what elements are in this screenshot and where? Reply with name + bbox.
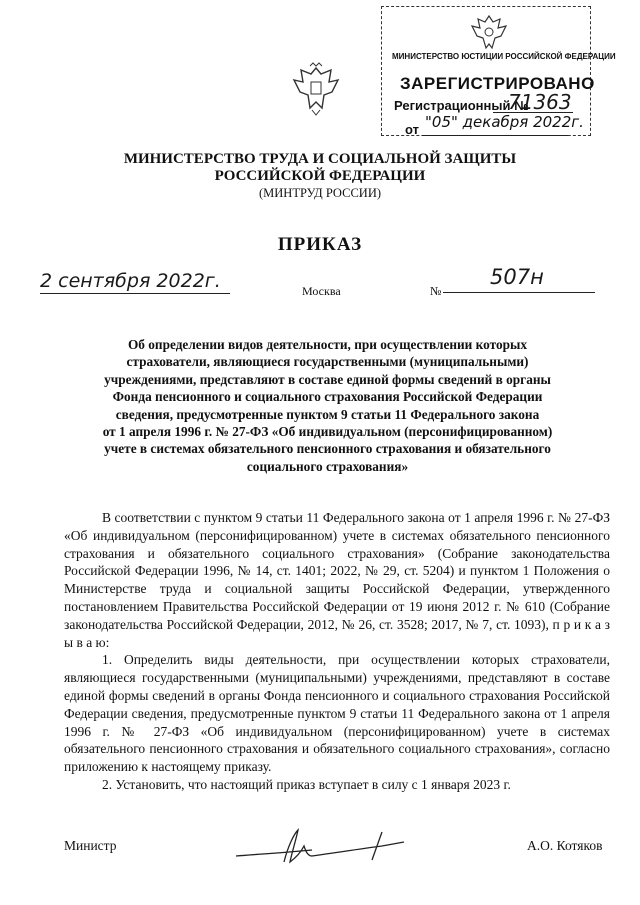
- stamp-number-label: Регистрационный №: [394, 98, 529, 113]
- stamp-ministry-name: МИНИСТЕРСТВО ЮСТИЦИИ РОССИЙСКОЙ ФЕДЕРАЦИИ: [392, 52, 616, 61]
- order-subject: [60, 336, 595, 475]
- document-title: ПРИКАЗ: [277, 234, 363, 255]
- stamp-number: 71363: [508, 90, 572, 114]
- order-body: [64, 509, 610, 794]
- order-item-1: 1. Определить виды деятельности, при осуществлении которых страхователи, являющиеся государственными (муниципальными) учреждениями, представляют в составе единой формы сведений в органы Фонда пенсионного и социального страхования Российской Федерации сведения, предусмотренные пунктом 9 статьи 11 Федерального закона от 1 апреля 1996 г. № 27-ФЗ «Об индивидуальном (персонифицированном) учете в системах обязательного пенсионного страхования и обязательного социального страхования», согласно приложению к настоящему приказу.: [64, 652, 610, 775]
- subject-line: Об определении видов деятельности, при осуществлении которых: [127, 337, 528, 352]
- number-label: №: [430, 284, 442, 298]
- stamp-date-label: от: [405, 122, 419, 137]
- preamble-paragraph: В соответствии с пунктом 9 статьи 11 Федерального закона от 1 апреля 1996 г. № 27-ФЗ «Об индивидуальном (персонифицированном) учете в системах обязательного пенсионного страхования и обязательного социального страхования» (Собрание законодательства Российской Федерации 1996, № 14, ст. 1401; 2022, № 29, ст. 5204) и пунктом 1 Положения о Министерстве труда и социальной защиты Российской Федерации, утвержденного постановлением Правительства Российской Федерации от 19 июня 2012 г. № 610 (Собрание законодательства Российской Федерации, 2012, № 26, ст. 3528; 2017, № 7, ст. 1093), п р и к а з ы в а ю:: [64, 510, 610, 650]
- subject-line: учете в системах обязательного пенсионного страхования и обязательного: [104, 441, 551, 457]
- subject-line: Фонда пенсионного и социального страхования Российской Федерации: [112, 389, 543, 405]
- order-date-handwritten: 2 сентября 2022г.: [40, 270, 221, 292]
- signatory-name: А.О. Котяков: [527, 838, 603, 853]
- handwritten-signature: [232, 826, 412, 875]
- ministry-name-line1: МИНИСТЕРСТВО ТРУДА И СОЦИАЛЬНОЙ ЗАЩИТЫ: [123, 151, 517, 167]
- order-number-handwritten: 507н: [490, 265, 544, 289]
- stamp-date: "05" декабря 2022г.: [425, 113, 584, 131]
- subject-line: от 1 апреля 1996 г. № 27-ФЗ «Об индивидуальном (персонифицированном): [102, 424, 553, 440]
- subject-line: учреждениями, представляют в составе единой формы сведений в органы: [104, 371, 551, 387]
- ministry-name-line2: РОССИЙСКОЙ ФЕДЕРАЦИИ: [214, 168, 426, 184]
- stamp-date-line: [422, 135, 568, 136]
- number-line: [443, 292, 595, 293]
- date-line: [40, 293, 230, 294]
- ministry-short-name: (МИНТРУД РОССИИ): [258, 186, 382, 200]
- subject-line: сведения, предусмотренные пунктом 9 статьи 11 Федерального закона: [115, 406, 540, 422]
- order-item-2: 2. Установить, что настоящий приказ вступает в силу с 1 января 2023 г.: [102, 776, 511, 792]
- signatory-position: Министр: [64, 838, 117, 853]
- city: Москва: [302, 284, 341, 298]
- coat-of-arms-icon: [290, 62, 342, 123]
- stamp-status: ЗАРЕГИСТРИРОВАНО: [400, 74, 595, 93]
- subject-line: социального страхования»: [246, 458, 409, 474]
- eagle-emblem-stamp: [466, 12, 512, 57]
- subject-line: страхователи, являющиеся государственными (муниципальными): [126, 354, 529, 370]
